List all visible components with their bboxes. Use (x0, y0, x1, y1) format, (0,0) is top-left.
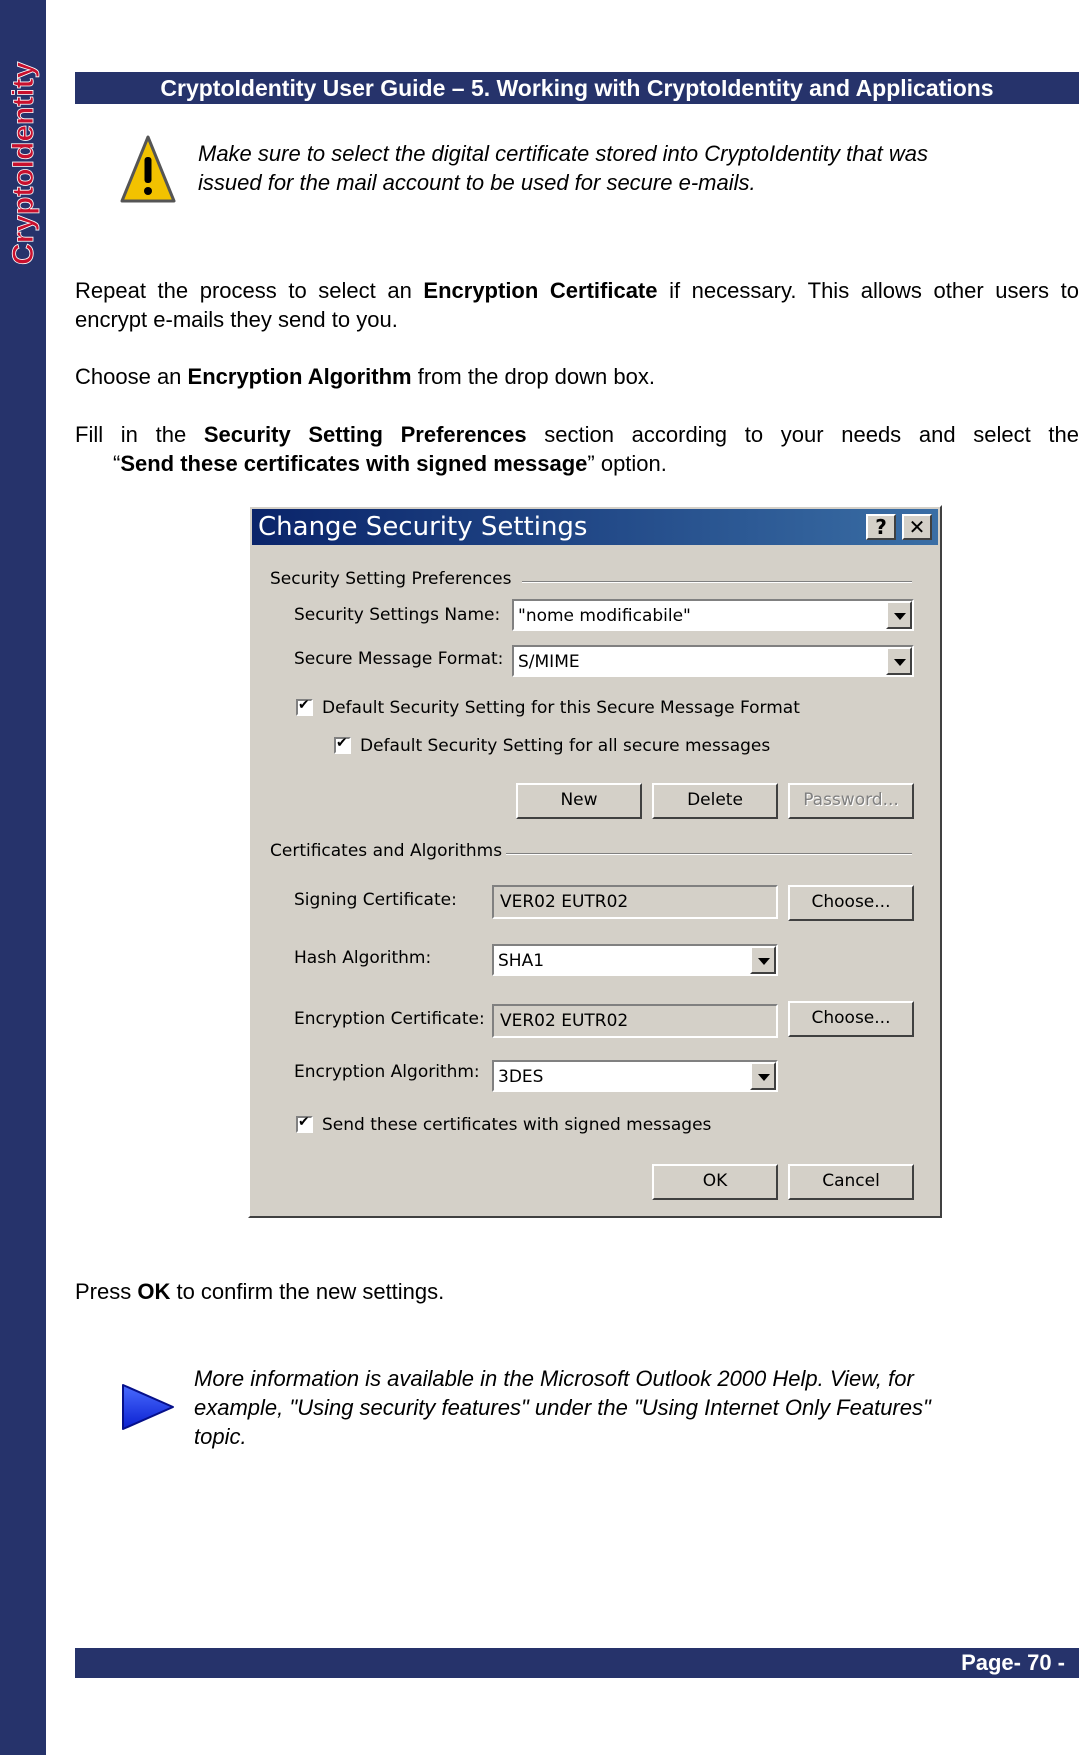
text: section according to your needs and select the (526, 422, 1079, 447)
header-title: CryptoIdentity User Guide – 5. Working with CryptoIdentity and Applications (160, 75, 994, 101)
info-note-line: example, "Using security features" under the "Using Internet Only Features" (194, 1395, 931, 1420)
dropdown-arrow-icon[interactable] (750, 1062, 776, 1090)
hash-algorithm-value: SHA1 (498, 951, 545, 971)
term-encryption-certificate: Encryption Certificate (423, 278, 658, 303)
page-number: Page- 70 - (961, 1650, 1065, 1675)
choose-encryption-button[interactable]: Choose... (788, 1001, 914, 1037)
warning-note-line: issued for the mail account to be used for secure e-mails. (198, 170, 756, 195)
info-note (194, 1364, 1074, 1451)
signing-cert-label: Signing Certificate: (294, 890, 457, 910)
dialog-titlebar (252, 509, 938, 545)
paragraph-security-preferences (75, 420, 1079, 478)
paragraph-press-ok (75, 1277, 1079, 1306)
page-header (75, 72, 1079, 104)
hash-algorithm-label: Hash Algorithm: (294, 948, 432, 968)
group-divider (506, 853, 912, 855)
hash-algorithm-select[interactable] (492, 944, 778, 976)
enc-alg-select[interactable] (492, 1060, 778, 1092)
text: to confirm the new settings. (170, 1279, 445, 1304)
term-ok: OK (137, 1279, 171, 1304)
text: from the drop down box. (411, 364, 655, 389)
text: Fill in the (75, 422, 204, 447)
text: ” option. (587, 451, 667, 476)
password-button[interactable]: Password... (788, 783, 914, 819)
dropdown-arrow-icon[interactable] (886, 647, 912, 675)
enc-alg-value: 3DES (498, 1067, 544, 1087)
info-note-line: More information is available in the Microsoft Outlook 2000 Help. View, for (194, 1366, 914, 1391)
arrow-right-icon (121, 1383, 175, 1431)
send-certs-label[interactable]: Send these certificates with signed messages (322, 1115, 712, 1135)
settings-name-value: "nome modificabile" (518, 606, 691, 626)
enc-cert-label: Encryption Certificate: (294, 1009, 485, 1029)
warning-icon (120, 133, 176, 205)
term-encryption-algorithm: Encryption Algorithm (187, 364, 412, 389)
info-note-line: topic. (194, 1424, 247, 1449)
enc-cert-field (492, 1004, 778, 1038)
default-format-label[interactable]: Default Security Setting for this Secure Message Format (322, 698, 800, 718)
group-divider (522, 581, 912, 583)
delete-button[interactable]: Delete (652, 783, 778, 819)
enc-alg-label: Encryption Algorithm: (294, 1062, 480, 1082)
cancel-button[interactable]: Cancel (788, 1164, 914, 1200)
signing-cert-value: VER02 EUTR02 (500, 892, 629, 912)
text: Repeat the process to select an (75, 278, 424, 303)
settings-name-label: Security Settings Name: (294, 605, 501, 625)
send-certs-checkbox[interactable] (296, 1116, 313, 1133)
dropdown-arrow-icon[interactable] (886, 601, 912, 629)
term-send-certificates: Send these certificates with signed message (120, 451, 588, 476)
close-button[interactable]: ✕ (902, 514, 932, 540)
format-select[interactable] (512, 645, 914, 677)
warning-note-line: Make sure to select the digital certificate stored into CryptoIdentity that was (198, 141, 929, 166)
format-value: S/MIME (518, 652, 580, 672)
group-certificates: Certificates and Algorithms (270, 841, 503, 861)
dialog-title: Change Security Settings (258, 512, 588, 542)
page-footer (75, 1648, 1079, 1678)
cryptoidentity-logo (3, 40, 43, 270)
term-security-setting-preferences: Security Setting Preferences (203, 422, 527, 447)
text: if necessary. This allows other users to encrypt e-mails they send to you. (75, 278, 1079, 332)
default-all-checkbox[interactable] (334, 737, 351, 754)
help-button[interactable]: ? (866, 514, 896, 540)
default-all-label[interactable]: Default Security Setting for all secure messages (360, 736, 771, 756)
text: Press (75, 1279, 138, 1304)
text: “ (113, 451, 121, 476)
svg-text:CryptoIdentity: CryptoIdentity (7, 61, 40, 265)
ok-button[interactable]: OK (652, 1164, 778, 1200)
change-security-settings-dialog (248, 505, 942, 1218)
format-label: Secure Message Format: (294, 649, 504, 669)
dropdown-arrow-icon[interactable] (750, 946, 776, 974)
paragraph-encryption-certificate (75, 276, 1079, 334)
enc-cert-value: VER02 EUTR02 (500, 1011, 629, 1031)
default-format-checkbox[interactable] (296, 699, 313, 716)
signing-cert-field (492, 885, 778, 919)
paragraph-encryption-algorithm (75, 362, 1079, 391)
text: Choose an (75, 364, 188, 389)
new-button[interactable]: New (516, 783, 642, 819)
settings-name-combo[interactable] (512, 599, 914, 631)
warning-note (198, 139, 1068, 197)
group-security-preferences: Security Setting Preferences (270, 569, 512, 589)
choose-signing-button[interactable]: Choose... (788, 885, 914, 921)
brand-sidebar (0, 0, 46, 1755)
